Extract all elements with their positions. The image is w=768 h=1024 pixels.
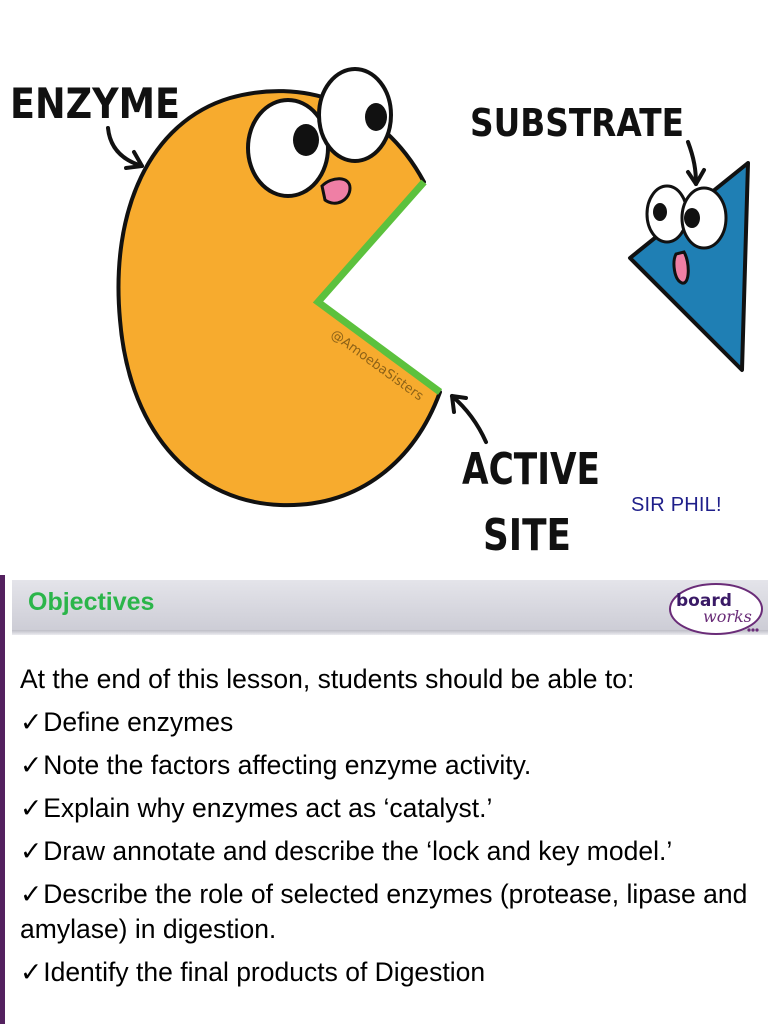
author-credit: SIR PHIL!: [631, 494, 722, 516]
objective-text: Identify the final products of Digestion: [43, 957, 486, 987]
checkmark-icon: ✓: [20, 836, 43, 866]
objective-item: [20, 955, 750, 990]
objective-text: Note the factors affecting enzyme activity.: [43, 750, 532, 780]
objectives-list: [20, 705, 750, 990]
enzyme-label: ENZYME: [10, 79, 180, 128]
objective-text: Describe the role of selected enzymes (protease, lipase and amylase) in digestion.: [20, 879, 748, 944]
checkmark-icon: ✓: [20, 750, 43, 780]
slide-title: Objectives: [28, 588, 155, 616]
objective-item: [20, 748, 750, 783]
objective-text: Draw annotate and describe the ‘lock and key model.’: [43, 836, 673, 866]
boardworks-logo: [667, 580, 765, 638]
active-site-label-line1: ACTIVE: [462, 444, 600, 495]
active-site-arrow: [452, 396, 486, 442]
watermark-text: @AmoebaSisters: [327, 327, 426, 405]
objective-item: [20, 877, 750, 947]
objective-item: [20, 705, 750, 740]
objective-text: Explain why enzymes act as ‘catalyst.’: [43, 793, 493, 823]
checkmark-icon: ✓: [20, 793, 43, 823]
substrate-label: SUBSTRATE: [470, 101, 684, 145]
logo-word-board: board: [676, 591, 732, 611]
enzyme-pupil-left: [293, 124, 319, 156]
active-site-label-line2: SITE: [483, 510, 571, 561]
checkmark-icon: ✓: [20, 957, 43, 987]
substrate-mouth: [674, 252, 688, 283]
objective-item: [20, 791, 750, 826]
substrate-pupil-left: [653, 203, 667, 221]
substrate-arrow: [688, 142, 704, 184]
logo-word-works: works: [703, 607, 752, 626]
substrate-pupil-right: [684, 208, 700, 228]
objectives-content: [20, 662, 750, 998]
checkmark-icon: ✓: [20, 707, 43, 737]
enzyme-arrow: [108, 128, 142, 168]
checkmark-icon: ✓: [20, 879, 43, 909]
objective-text: Define enzymes: [43, 707, 234, 737]
objective-item: [20, 834, 750, 869]
objectives-intro: At the end of this lesson, students should be able to:: [20, 664, 635, 694]
enzyme-mouth: [322, 179, 350, 203]
slide-left-border: [0, 575, 5, 1024]
enzyme-pupil-right: [365, 103, 387, 131]
slide-header-divider: [12, 630, 768, 635]
